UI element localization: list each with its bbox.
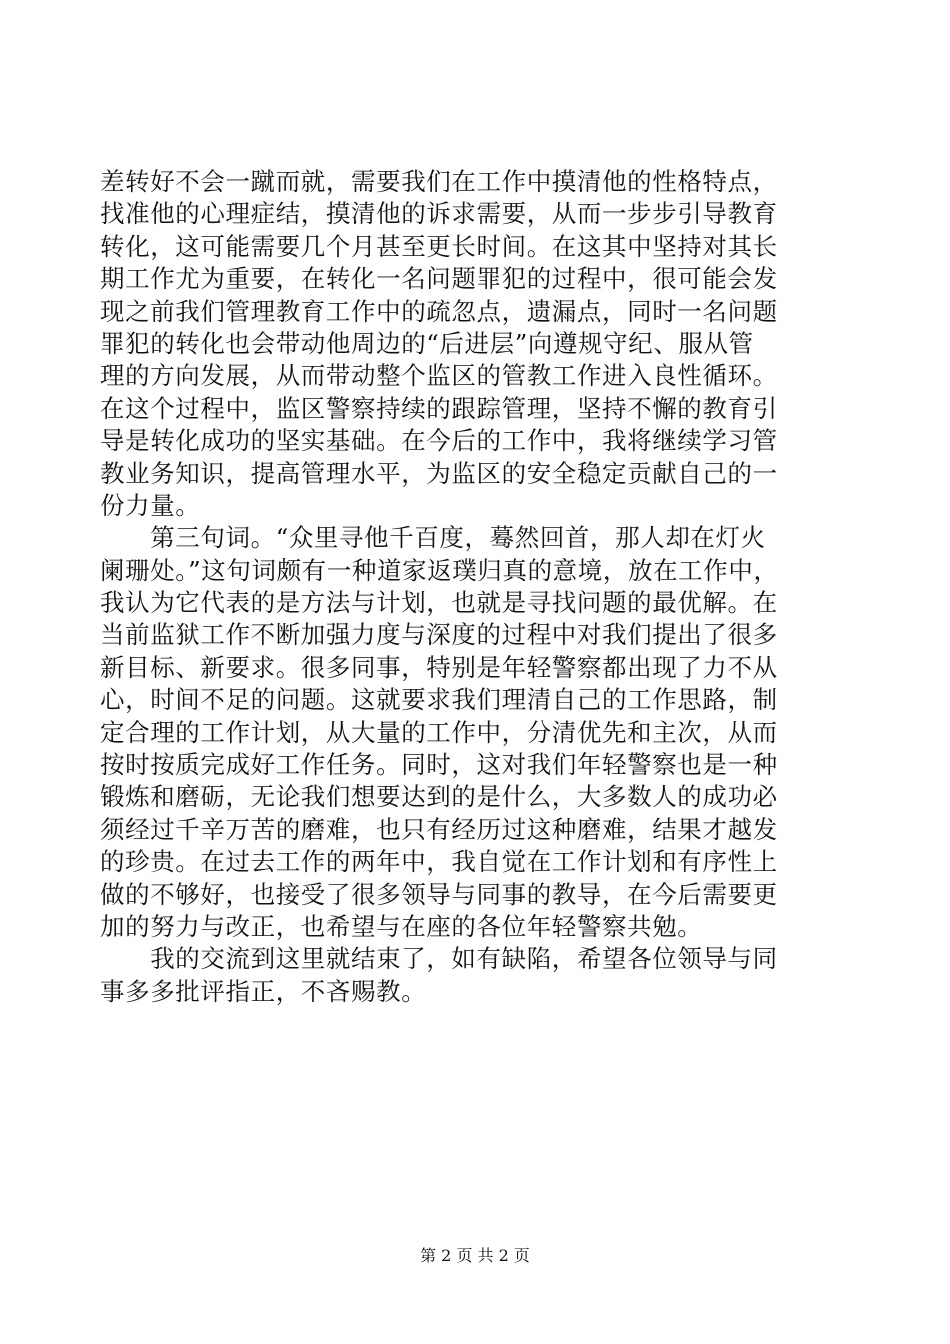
text-line: 阑珊处。”这句词颇有一种道家返璞归真的意境，放在工作中， — [100, 555, 779, 585]
text-line: 当前监狱工作不断加强力度与深度的过程中对我们提出了很多 — [100, 620, 778, 650]
text-line: 加的努力与改正，也希望与在座的各位年轻警察共勉。 — [100, 911, 703, 941]
text-line: 期工作尤为重要，在转化一名问题罪犯的过程中，很可能会发 — [100, 264, 778, 294]
text-line: 导是转化成功的坚实基础。在今后的工作中，我将继续学习管 — [100, 426, 778, 456]
text-line: 现之前我们管理教育工作中的疏忽点，遗漏点，同时一名问题 — [100, 296, 778, 326]
text-line: 事多多批评指正，不吝赐教。 — [100, 976, 427, 1006]
text-line: 心，时间不足的问题。这就要求我们理清自己的工作思路，制 — [100, 685, 778, 715]
text-line: 教业务知识，提高管理水平，为监区的安全稳定贡献自己的一 — [100, 458, 778, 488]
text-line: 理的方向发展，从而带动整个监区的管教工作进入良性循环。 — [100, 361, 778, 391]
text-line: 在这个过程中，监区警察持续的跟踪管理，坚持不懈的教育引 — [100, 393, 778, 423]
text-line: 做的不够好，也接受了很多领导与同事的教导，在今后需要更 — [100, 879, 778, 909]
text-line: 第三句词。“众里寻他千百度，蓦然回首，那人却在灯火 — [100, 523, 766, 553]
text-line: 的珍贵。在过去工作的两年中，我自觉在工作计划和有序性上 — [100, 847, 778, 877]
text-line: 须经过千辛万苦的磨难，也只有经历过这种磨难，结果才越发 — [100, 814, 778, 844]
text-line: 按时按质完成好工作任务。同时，这对我们年轻警察也是一种 — [100, 750, 778, 780]
text-line: 新目标、新要求。很多同事，特别是年轻警察都出现了力不从 — [100, 652, 778, 682]
text-line: 差转好不会一蹴而就，需要我们在工作中摸清他的性格特点， — [100, 167, 778, 196]
text-line: 我的交流到这里就结束了，如有缺陷，希望各位领导与同 — [100, 944, 778, 974]
text-line: 罪犯的转化也会带动他周边的“后进层”向遵规守纪、服从管 — [100, 328, 754, 358]
text-line: 我认为它代表的是方法与计划，也就是寻找问题的最优解。在 — [100, 588, 778, 618]
document-body — [100, 166, 835, 1008]
text-line: 定合理的工作计划，从大量的工作中，分清优先和主次，从而 — [100, 717, 778, 747]
text-line: 转化，这可能需要几个月甚至更长时间。在这其中坚持对其长 — [100, 231, 778, 261]
page-number-footer: 第 2 页 共 2 页 — [420, 1246, 530, 1265]
text-line: 锻炼和磨砺，无论我们想要达到的是什么，大多数人的成功必 — [100, 782, 778, 812]
text-line: 份力量。 — [100, 490, 201, 520]
text-line: 找准他的心理症结，摸清他的诉求需要，从而一步步引导教育 — [100, 199, 778, 229]
